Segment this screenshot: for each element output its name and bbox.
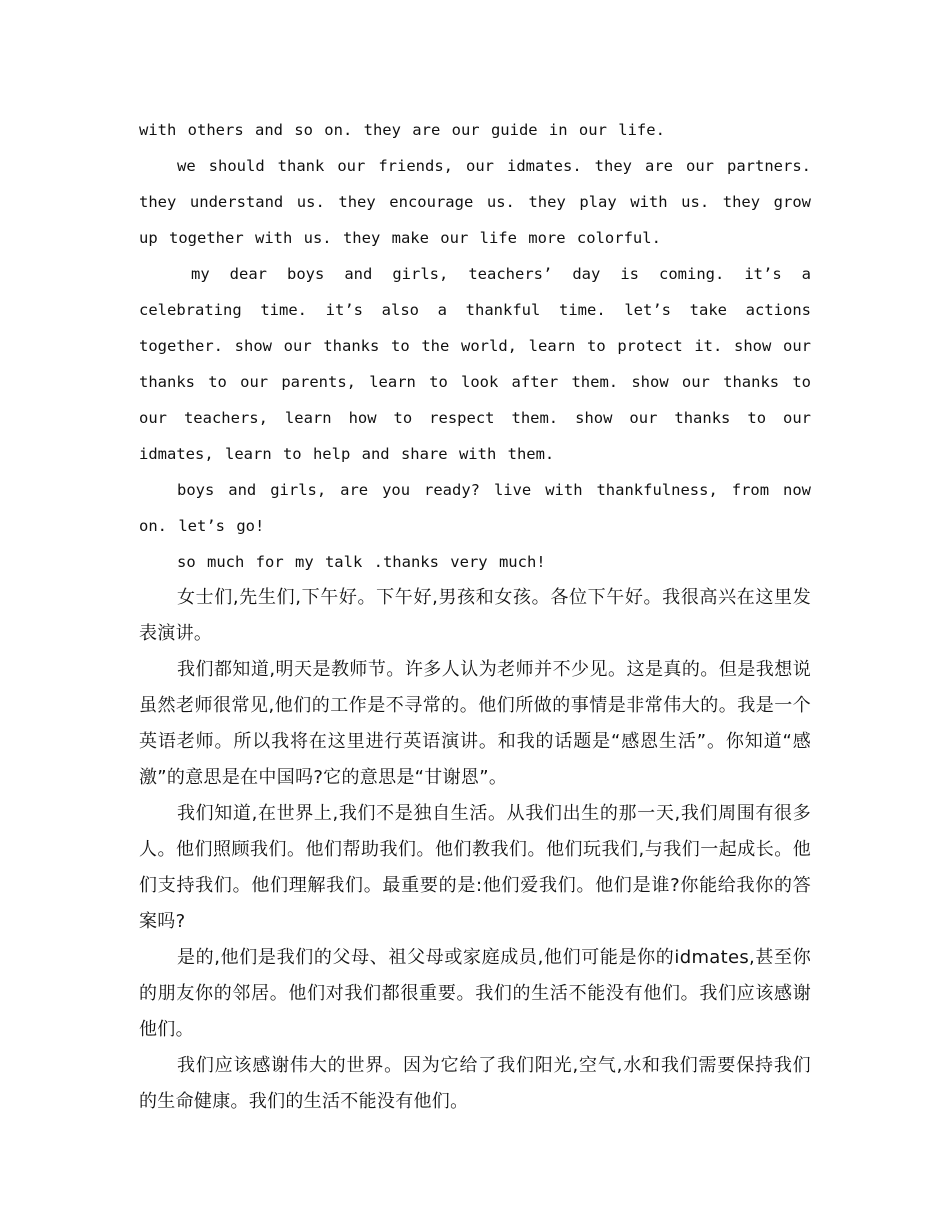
paragraph-teachers-day: my dear boys and girls, teachers’ day is coming. it’s a celebrating time. it’s also a thankful time. let’s take actions together. show our thanks to the world, learn to protect it. show our thanks to our parents, learn to look after them. show our thanks to our teachers, learn how to respect them. show our thanks to our idmates, learn to help and share with them. bbox=[139, 265, 811, 463]
paragraph-zh-teachers-day: 我们都知道,明天是教师节。许多人认为老师并不少见。这是真的。但是我想说虽然老师很常见,他们的工作是不寻常的。他们所做的事情是非常伟大的。我是一个英语老师。所以我将在这里进行英语演讲。和我的话题是“感恩生活”。你知道“感激”的意思是在中国吗?它的意思是“甘谢恩”。 bbox=[139, 659, 811, 788]
paragraph-zh-not-alone: 我们知道,在世界上,我们不是独自生活。从我们出生的那一天,我们周围有很多人。他们照顾我们。他们帮助我们。他们教我们。他们玩我们,与我们一起成长。他们支持我们。他们理解我们。最重要的是:他们爱我们。他们是谁?你能给我你的答案吗? bbox=[139, 803, 811, 932]
document-body bbox=[139, 112, 811, 1120]
paragraph-zh-greeting: 女士们,先生们,下午好。下午好,男孩和女孩。各位下午好。我很高兴在这里发表演讲。 bbox=[139, 587, 811, 644]
paragraph-thank-friends: we should thank our friends, our idmates. they are our partners. they understand us. they encourage us. they play with us. they grow up together with us. they make our life more colorful. bbox=[139, 157, 811, 247]
paragraph-continuation: with others and so on. they are our guide in our life. bbox=[139, 121, 665, 139]
paragraph-closing: so much for my talk .thanks very much! bbox=[177, 553, 546, 571]
paragraph-are-you-ready: boys and girls, are you ready? live with thankfulness, from now on. let’s go! bbox=[139, 481, 811, 535]
paragraph-zh-world: 我们应该感谢伟大的世界。因为它给了我们阳光,空气,水和我们需要保持我们的生命健康。我们的生活不能没有他们。 bbox=[139, 1055, 811, 1112]
paragraph-zh-family: 是的,他们是我们的父母、祖父母或家庭成员,他们可能是你的idmates,甚至你的朋友你的邻居。他们对我们都很重要。我们的生活不能没有他们。我们应该感谢他们。 bbox=[139, 947, 811, 1040]
